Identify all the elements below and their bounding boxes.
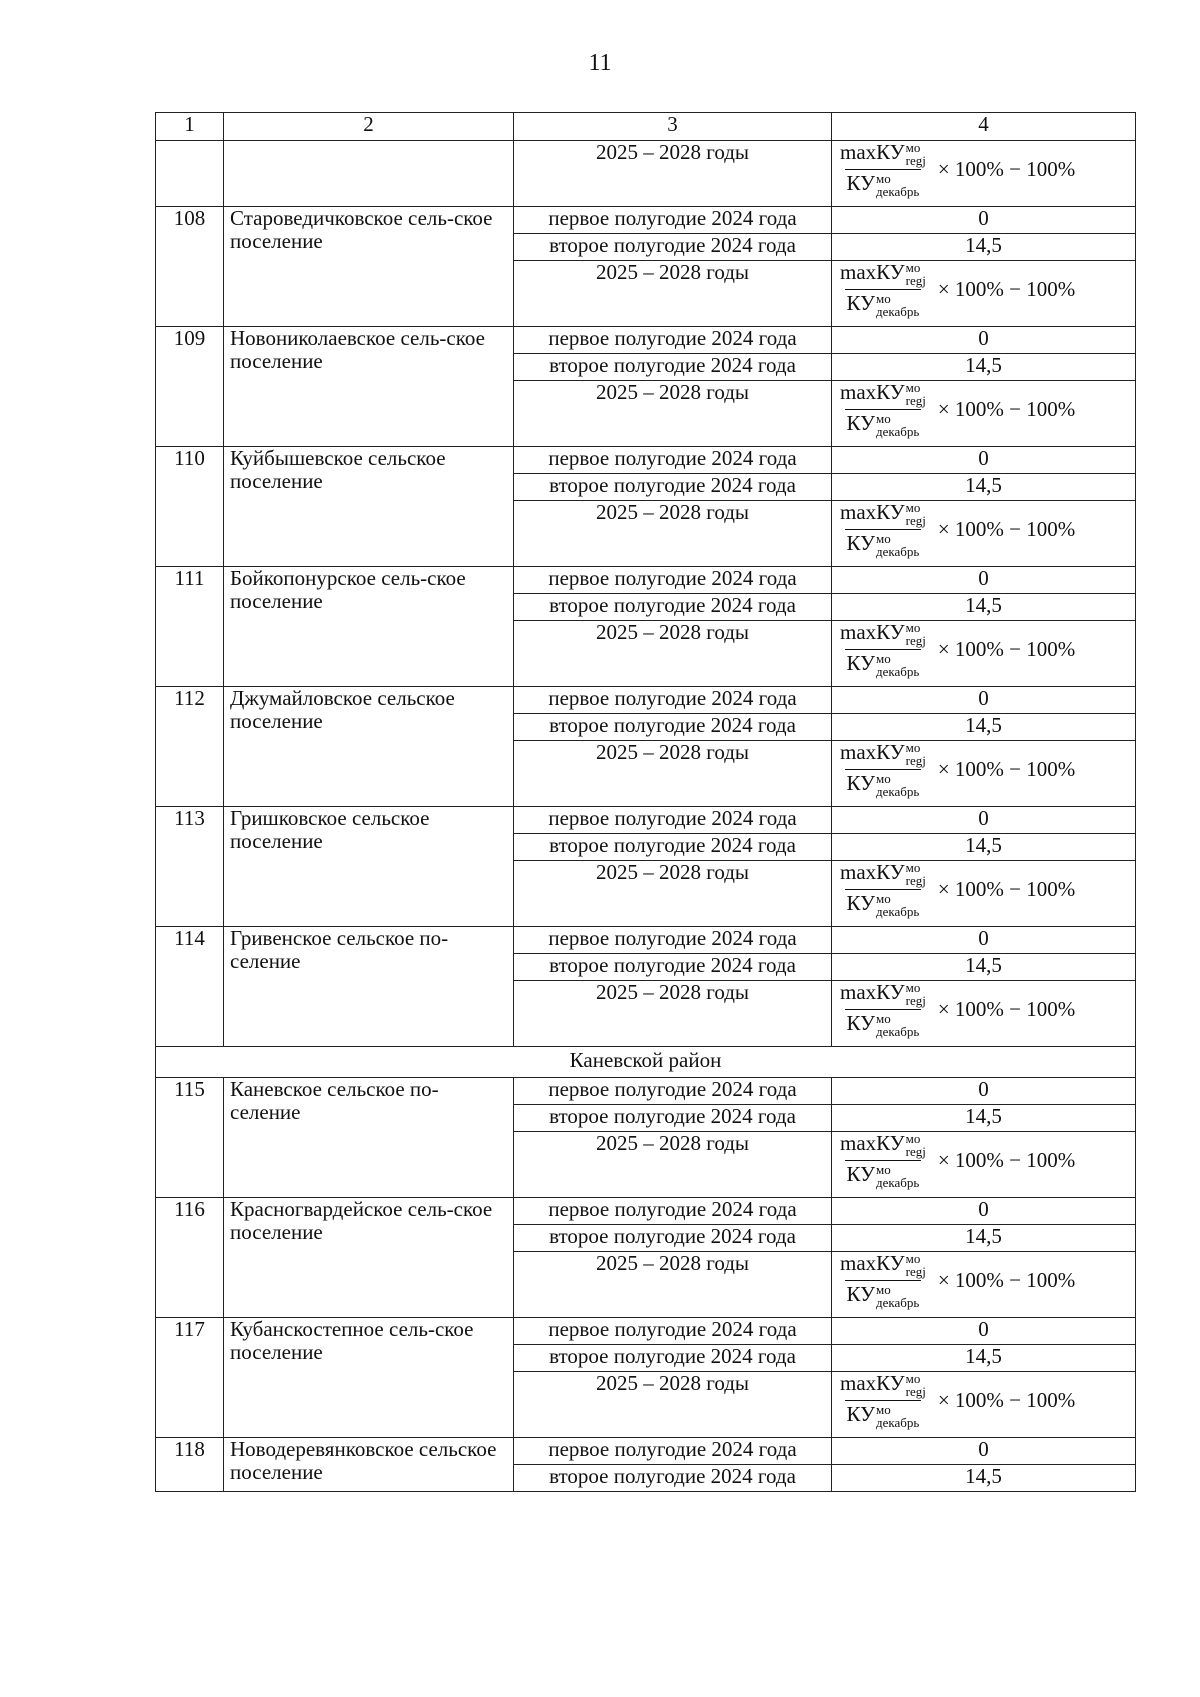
- formula-denominator-base: КУ: [846, 1010, 875, 1035]
- formula-denominator-base: КУ: [846, 890, 875, 915]
- formula-tail: × 100% − 100%: [937, 156, 1076, 181]
- formula-numerator-indices: [906, 261, 926, 287]
- formula-denominator-base: КУ: [846, 770, 875, 795]
- settlement-name: Гривенское сельское по-селение: [224, 927, 514, 1047]
- formula-numerator-base: maxКУ: [840, 1370, 905, 1395]
- row-number: 110: [156, 447, 224, 567]
- formula: [838, 981, 1129, 1038]
- formula-numerator-indices: [906, 861, 926, 887]
- settlement-name: Староведичковское сель-ское поселение: [224, 207, 514, 327]
- formula-numerator-sub: regj: [905, 1144, 926, 1159]
- period-cell: первое полугодие 2024 года: [514, 687, 832, 714]
- settlement-name: [224, 141, 514, 207]
- formula-tail: × 100% − 100%: [937, 396, 1076, 421]
- settlement-name: Бойкопонурское сель-ское поселение: [224, 567, 514, 687]
- formula-cell: [832, 1132, 1136, 1198]
- formula-numerator-base: maxКУ: [840, 979, 905, 1004]
- row-number: 118: [156, 1438, 224, 1492]
- formula-numerator-sup: мо: [905, 1131, 921, 1146]
- formula-numerator-base: maxКУ: [840, 739, 905, 764]
- formula-denominator: [845, 1160, 922, 1189]
- period-cell: первое полугодие 2024 года: [514, 447, 832, 474]
- table-row: [156, 1198, 1136, 1225]
- value-cell: 0: [832, 1078, 1136, 1105]
- value-cell: 14,5: [832, 1225, 1136, 1252]
- formula-denominator-sup: мо: [875, 1011, 891, 1026]
- formula-denominator-sup: мо: [875, 171, 891, 186]
- formula-cell: [832, 501, 1136, 567]
- period-cell: первое полугодие 2024 года: [514, 1198, 832, 1225]
- district-heading: Каневской район: [156, 1047, 1136, 1078]
- formula-numerator-indices: [906, 981, 926, 1007]
- value-cell: 0: [832, 447, 1136, 474]
- formula-denominator-sup: мо: [875, 771, 891, 786]
- value-cell: 14,5: [832, 1345, 1136, 1372]
- formula-cell: [832, 261, 1136, 327]
- period-cell: 2025 – 2028 годы: [514, 1252, 832, 1318]
- row-number: 115: [156, 1078, 224, 1198]
- period-cell: первое полугодие 2024 года: [514, 927, 832, 954]
- period-cell: 2025 – 2028 годы: [514, 141, 832, 207]
- formula-numerator-indices: [906, 621, 926, 647]
- formula-denominator: [845, 769, 922, 798]
- value-cell: 14,5: [832, 234, 1136, 261]
- formula: [838, 1132, 1129, 1189]
- formula-cell: [832, 981, 1136, 1047]
- formula-numerator-sub: regj: [905, 513, 926, 528]
- row-number: 116: [156, 1198, 224, 1318]
- row-number: 112: [156, 687, 224, 807]
- settlement-name: Красногвардейское сель-ское поселение: [224, 1198, 514, 1318]
- header-cell: 2: [224, 113, 514, 141]
- value-cell: 0: [832, 1198, 1136, 1225]
- period-cell: первое полугодие 2024 года: [514, 1318, 832, 1345]
- period-cell: 2025 – 2028 годы: [514, 981, 832, 1047]
- formula-cell: [832, 381, 1136, 447]
- tariff-table: [155, 112, 1136, 1492]
- period-cell: первое полугодие 2024 года: [514, 1438, 832, 1465]
- table-row: [156, 927, 1136, 954]
- period-cell: 2025 – 2028 годы: [514, 381, 832, 447]
- formula-denominator-sub: декабрь: [875, 1415, 920, 1430]
- formula-denominator-sup: мо: [875, 411, 891, 426]
- continuation-row: [156, 141, 1136, 207]
- value-cell: 14,5: [832, 1465, 1136, 1492]
- formula-denominator-base: КУ: [846, 170, 875, 195]
- formula-denominator-sup: мо: [875, 531, 891, 546]
- formula-numerator-indices: [906, 1372, 926, 1398]
- formula-numerator-base: maxКУ: [840, 1250, 905, 1275]
- formula-numerator-sub: regj: [905, 633, 926, 648]
- formula-tail: × 100% − 100%: [937, 516, 1076, 541]
- settlement-name: Каневское сельское по-селение: [224, 1078, 514, 1198]
- formula-fraction: [838, 501, 928, 558]
- value-cell: 0: [832, 567, 1136, 594]
- value-cell: 14,5: [832, 594, 1136, 621]
- formula-denominator-indices: [876, 532, 919, 558]
- formula-numerator-sub: regj: [905, 1264, 926, 1279]
- period-cell: второе полугодие 2024 года: [514, 954, 832, 981]
- formula: [838, 1252, 1129, 1309]
- formula-numerator-base: maxКУ: [840, 619, 905, 644]
- formula-cell: [832, 741, 1136, 807]
- formula-denominator-indices: [876, 1283, 919, 1309]
- formula-denominator-indices: [876, 652, 919, 678]
- formula-numerator-indices: [906, 501, 926, 527]
- formula-numerator: [838, 1132, 928, 1160]
- formula-fraction: [838, 141, 928, 198]
- formula: [838, 501, 1129, 558]
- formula-numerator-sub: regj: [905, 273, 926, 288]
- formula-cell: [832, 141, 1136, 207]
- formula-denominator-sub: декабрь: [875, 544, 920, 559]
- formula-denominator-indices: [876, 892, 919, 918]
- value-cell: 14,5: [832, 714, 1136, 741]
- value-cell: 14,5: [832, 1105, 1136, 1132]
- table-row: [156, 207, 1136, 234]
- period-cell: второе полугодие 2024 года: [514, 1465, 832, 1492]
- formula-denominator-indices: [876, 172, 919, 198]
- formula-denominator: [845, 289, 922, 318]
- period-cell: второе полугодие 2024 года: [514, 354, 832, 381]
- formula: [838, 1372, 1129, 1429]
- formula-numerator: [838, 501, 928, 529]
- formula-denominator-indices: [876, 1403, 919, 1429]
- formula-cell: [832, 621, 1136, 687]
- formula-denominator-sub: декабрь: [875, 304, 920, 319]
- period-cell: первое полугодие 2024 года: [514, 567, 832, 594]
- period-cell: второе полугодие 2024 года: [514, 714, 832, 741]
- value-cell: 0: [832, 927, 1136, 954]
- formula-numerator: [838, 1252, 928, 1280]
- formula-denominator-sub: декабрь: [875, 1175, 920, 1190]
- formula-fraction: [838, 1252, 928, 1309]
- period-cell: 2025 – 2028 годы: [514, 621, 832, 687]
- value-cell: 14,5: [832, 954, 1136, 981]
- row-number: 108: [156, 207, 224, 327]
- value-cell: 0: [832, 327, 1136, 354]
- table-row: [156, 327, 1136, 354]
- formula-fraction: [838, 741, 928, 798]
- formula-denominator-base: КУ: [846, 530, 875, 555]
- formula-numerator-sub: regj: [905, 1384, 926, 1399]
- formula-tail: × 100% − 100%: [937, 876, 1076, 901]
- period-cell: 2025 – 2028 годы: [514, 261, 832, 327]
- formula-denominator: [845, 1400, 922, 1429]
- period-cell: первое полугодие 2024 года: [514, 207, 832, 234]
- formula-denominator-sup: мо: [875, 1402, 891, 1417]
- formula-numerator-base: maxКУ: [840, 379, 905, 404]
- formula-denominator-indices: [876, 772, 919, 798]
- formula-denominator: [845, 409, 922, 438]
- formula-numerator-base: maxКУ: [840, 139, 905, 164]
- row-number: 111: [156, 567, 224, 687]
- formula-numerator-sub: regj: [905, 753, 926, 768]
- formula-numerator: [838, 141, 928, 169]
- table-row: [156, 567, 1136, 594]
- formula-denominator: [845, 889, 922, 918]
- formula-denominator-sub: декабрь: [875, 1024, 920, 1039]
- formula-numerator-sup: мо: [905, 980, 921, 995]
- value-cell: 0: [832, 207, 1136, 234]
- formula-numerator-sub: regj: [905, 393, 926, 408]
- period-cell: второе полугодие 2024 года: [514, 1345, 832, 1372]
- formula-tail: × 100% − 100%: [937, 996, 1076, 1021]
- formula-fraction: [838, 261, 928, 318]
- formula-numerator-base: maxКУ: [840, 859, 905, 884]
- formula-denominator: [845, 649, 922, 678]
- formula-numerator: [838, 1372, 928, 1400]
- formula-denominator-indices: [876, 412, 919, 438]
- formula-denominator-base: КУ: [846, 1401, 875, 1426]
- period-cell: второе полугодие 2024 года: [514, 1105, 832, 1132]
- formula: [838, 141, 1129, 198]
- header-cell: 1: [156, 113, 224, 141]
- value-cell: 14,5: [832, 474, 1136, 501]
- formula-denominator-sub: декабрь: [875, 1295, 920, 1310]
- formula-denominator: [845, 1009, 922, 1038]
- formula-tail: × 100% − 100%: [937, 276, 1076, 301]
- period-cell: первое полугодие 2024 года: [514, 327, 832, 354]
- period-cell: 2025 – 2028 годы: [514, 741, 832, 807]
- formula: [838, 621, 1129, 678]
- formula-numerator: [838, 981, 928, 1009]
- header-row: [156, 113, 1136, 141]
- period-cell: второе полугодие 2024 года: [514, 594, 832, 621]
- table-row: [156, 1078, 1136, 1105]
- header-cell: 3: [514, 113, 832, 141]
- header-cell: 4: [832, 113, 1136, 141]
- value-cell: 0: [832, 687, 1136, 714]
- formula-numerator-indices: [906, 1132, 926, 1158]
- value-cell: 14,5: [832, 834, 1136, 861]
- period-cell: второе полугодие 2024 года: [514, 234, 832, 261]
- period-cell: второе полугодие 2024 года: [514, 834, 832, 861]
- formula-numerator: [838, 381, 928, 409]
- settlement-name: Гришковское сельское поселение: [224, 807, 514, 927]
- formula-tail: × 100% − 100%: [937, 756, 1076, 781]
- table-row: [156, 447, 1136, 474]
- formula-numerator-sup: мо: [905, 1251, 921, 1266]
- formula-denominator-sup: мо: [875, 1282, 891, 1297]
- formula-numerator-sup: мо: [905, 500, 921, 515]
- formula-denominator-sub: декабрь: [875, 184, 920, 199]
- formula-cell: [832, 1372, 1136, 1438]
- formula-numerator: [838, 261, 928, 289]
- formula-numerator-sup: мо: [905, 1371, 921, 1386]
- formula-fraction: [838, 1132, 928, 1189]
- row-number: [156, 141, 224, 207]
- formula-denominator-sup: мо: [875, 1162, 891, 1177]
- row-number: 114: [156, 927, 224, 1047]
- formula-numerator-sup: мо: [905, 740, 921, 755]
- settlement-name: Куйбышевское сельское поселение: [224, 447, 514, 567]
- period-cell: первое полугодие 2024 года: [514, 807, 832, 834]
- page-number: 11: [588, 50, 612, 76]
- formula-numerator-sub: regj: [905, 993, 926, 1008]
- row-number: 117: [156, 1318, 224, 1438]
- period-cell: 2025 – 2028 годы: [514, 861, 832, 927]
- period-cell: 2025 – 2028 годы: [514, 1132, 832, 1198]
- formula-numerator-indices: [906, 381, 926, 407]
- table-row: [156, 1318, 1136, 1345]
- formula-denominator-sub: декабрь: [875, 664, 920, 679]
- formula-numerator: [838, 741, 928, 769]
- formula-numerator-sup: мо: [905, 620, 921, 635]
- formula: [838, 261, 1129, 318]
- period-cell: 2025 – 2028 годы: [514, 501, 832, 567]
- formula-denominator-base: КУ: [846, 290, 875, 315]
- formula-numerator-indices: [906, 141, 926, 167]
- formula-cell: [832, 861, 1136, 927]
- period-cell: второе полугодие 2024 года: [514, 1225, 832, 1252]
- table-row: [156, 807, 1136, 834]
- table-row: [156, 1438, 1136, 1465]
- formula: [838, 861, 1129, 918]
- table-row: [156, 687, 1136, 714]
- formula-denominator-sup: мо: [875, 291, 891, 306]
- formula-numerator-sub: regj: [905, 153, 926, 168]
- formula-denominator-base: КУ: [846, 1281, 875, 1306]
- formula-numerator-sup: мо: [905, 260, 921, 275]
- formula-fraction: [838, 981, 928, 1038]
- period-cell: 2025 – 2028 годы: [514, 1372, 832, 1438]
- row-number: 113: [156, 807, 224, 927]
- formula-numerator-sup: мо: [905, 380, 921, 395]
- formula-denominator-base: КУ: [846, 650, 875, 675]
- formula-tail: × 100% − 100%: [937, 1147, 1076, 1172]
- settlement-name: Джумайловское сельское поселение: [224, 687, 514, 807]
- formula-denominator-sub: декабрь: [875, 904, 920, 919]
- formula-denominator-sub: декабрь: [875, 784, 920, 799]
- district-row: [156, 1047, 1136, 1078]
- formula-numerator: [838, 621, 928, 649]
- formula-numerator-indices: [906, 1252, 926, 1278]
- row-number: 109: [156, 327, 224, 447]
- formula-fraction: [838, 381, 928, 438]
- settlement-name: Новодеревянковское сельское поселение: [224, 1438, 514, 1492]
- formula-numerator-sup: мо: [905, 860, 921, 875]
- formula-denominator: [845, 1280, 922, 1309]
- formula-denominator-indices: [876, 1163, 919, 1189]
- formula-numerator-base: maxКУ: [840, 259, 905, 284]
- settlement-name: Новониколаевское сель-ское поселение: [224, 327, 514, 447]
- period-cell: второе полугодие 2024 года: [514, 474, 832, 501]
- formula-tail: × 100% − 100%: [937, 1267, 1076, 1292]
- settlement-name: Кубанскостепное сель-ское поселение: [224, 1318, 514, 1438]
- formula-cell: [832, 1252, 1136, 1318]
- formula-denominator-base: КУ: [846, 1161, 875, 1186]
- formula-numerator: [838, 861, 928, 889]
- formula-denominator-sup: мо: [875, 891, 891, 906]
- formula-fraction: [838, 621, 928, 678]
- formula-tail: × 100% − 100%: [937, 1387, 1076, 1412]
- formula-fraction: [838, 1372, 928, 1429]
- value-cell: 14,5: [832, 354, 1136, 381]
- formula-tail: × 100% − 100%: [937, 636, 1076, 661]
- formula-fraction: [838, 861, 928, 918]
- formula-denominator-sub: декабрь: [875, 424, 920, 439]
- formula-numerator-sup: мо: [905, 140, 921, 155]
- formula: [838, 741, 1129, 798]
- formula-denominator-indices: [876, 1012, 919, 1038]
- formula-denominator-base: КУ: [846, 410, 875, 435]
- value-cell: 0: [832, 1318, 1136, 1345]
- formula-numerator-indices: [906, 741, 926, 767]
- formula-denominator: [845, 529, 922, 558]
- value-cell: 0: [832, 1438, 1136, 1465]
- value-cell: 0: [832, 807, 1136, 834]
- formula-numerator-base: maxКУ: [840, 499, 905, 524]
- formula-denominator-indices: [876, 292, 919, 318]
- period-cell: первое полугодие 2024 года: [514, 1078, 832, 1105]
- formula-denominator-sup: мо: [875, 651, 891, 666]
- formula-numerator-sub: regj: [905, 873, 926, 888]
- formula-denominator: [845, 169, 922, 198]
- formula: [838, 381, 1129, 438]
- formula-numerator-base: maxКУ: [840, 1130, 905, 1155]
